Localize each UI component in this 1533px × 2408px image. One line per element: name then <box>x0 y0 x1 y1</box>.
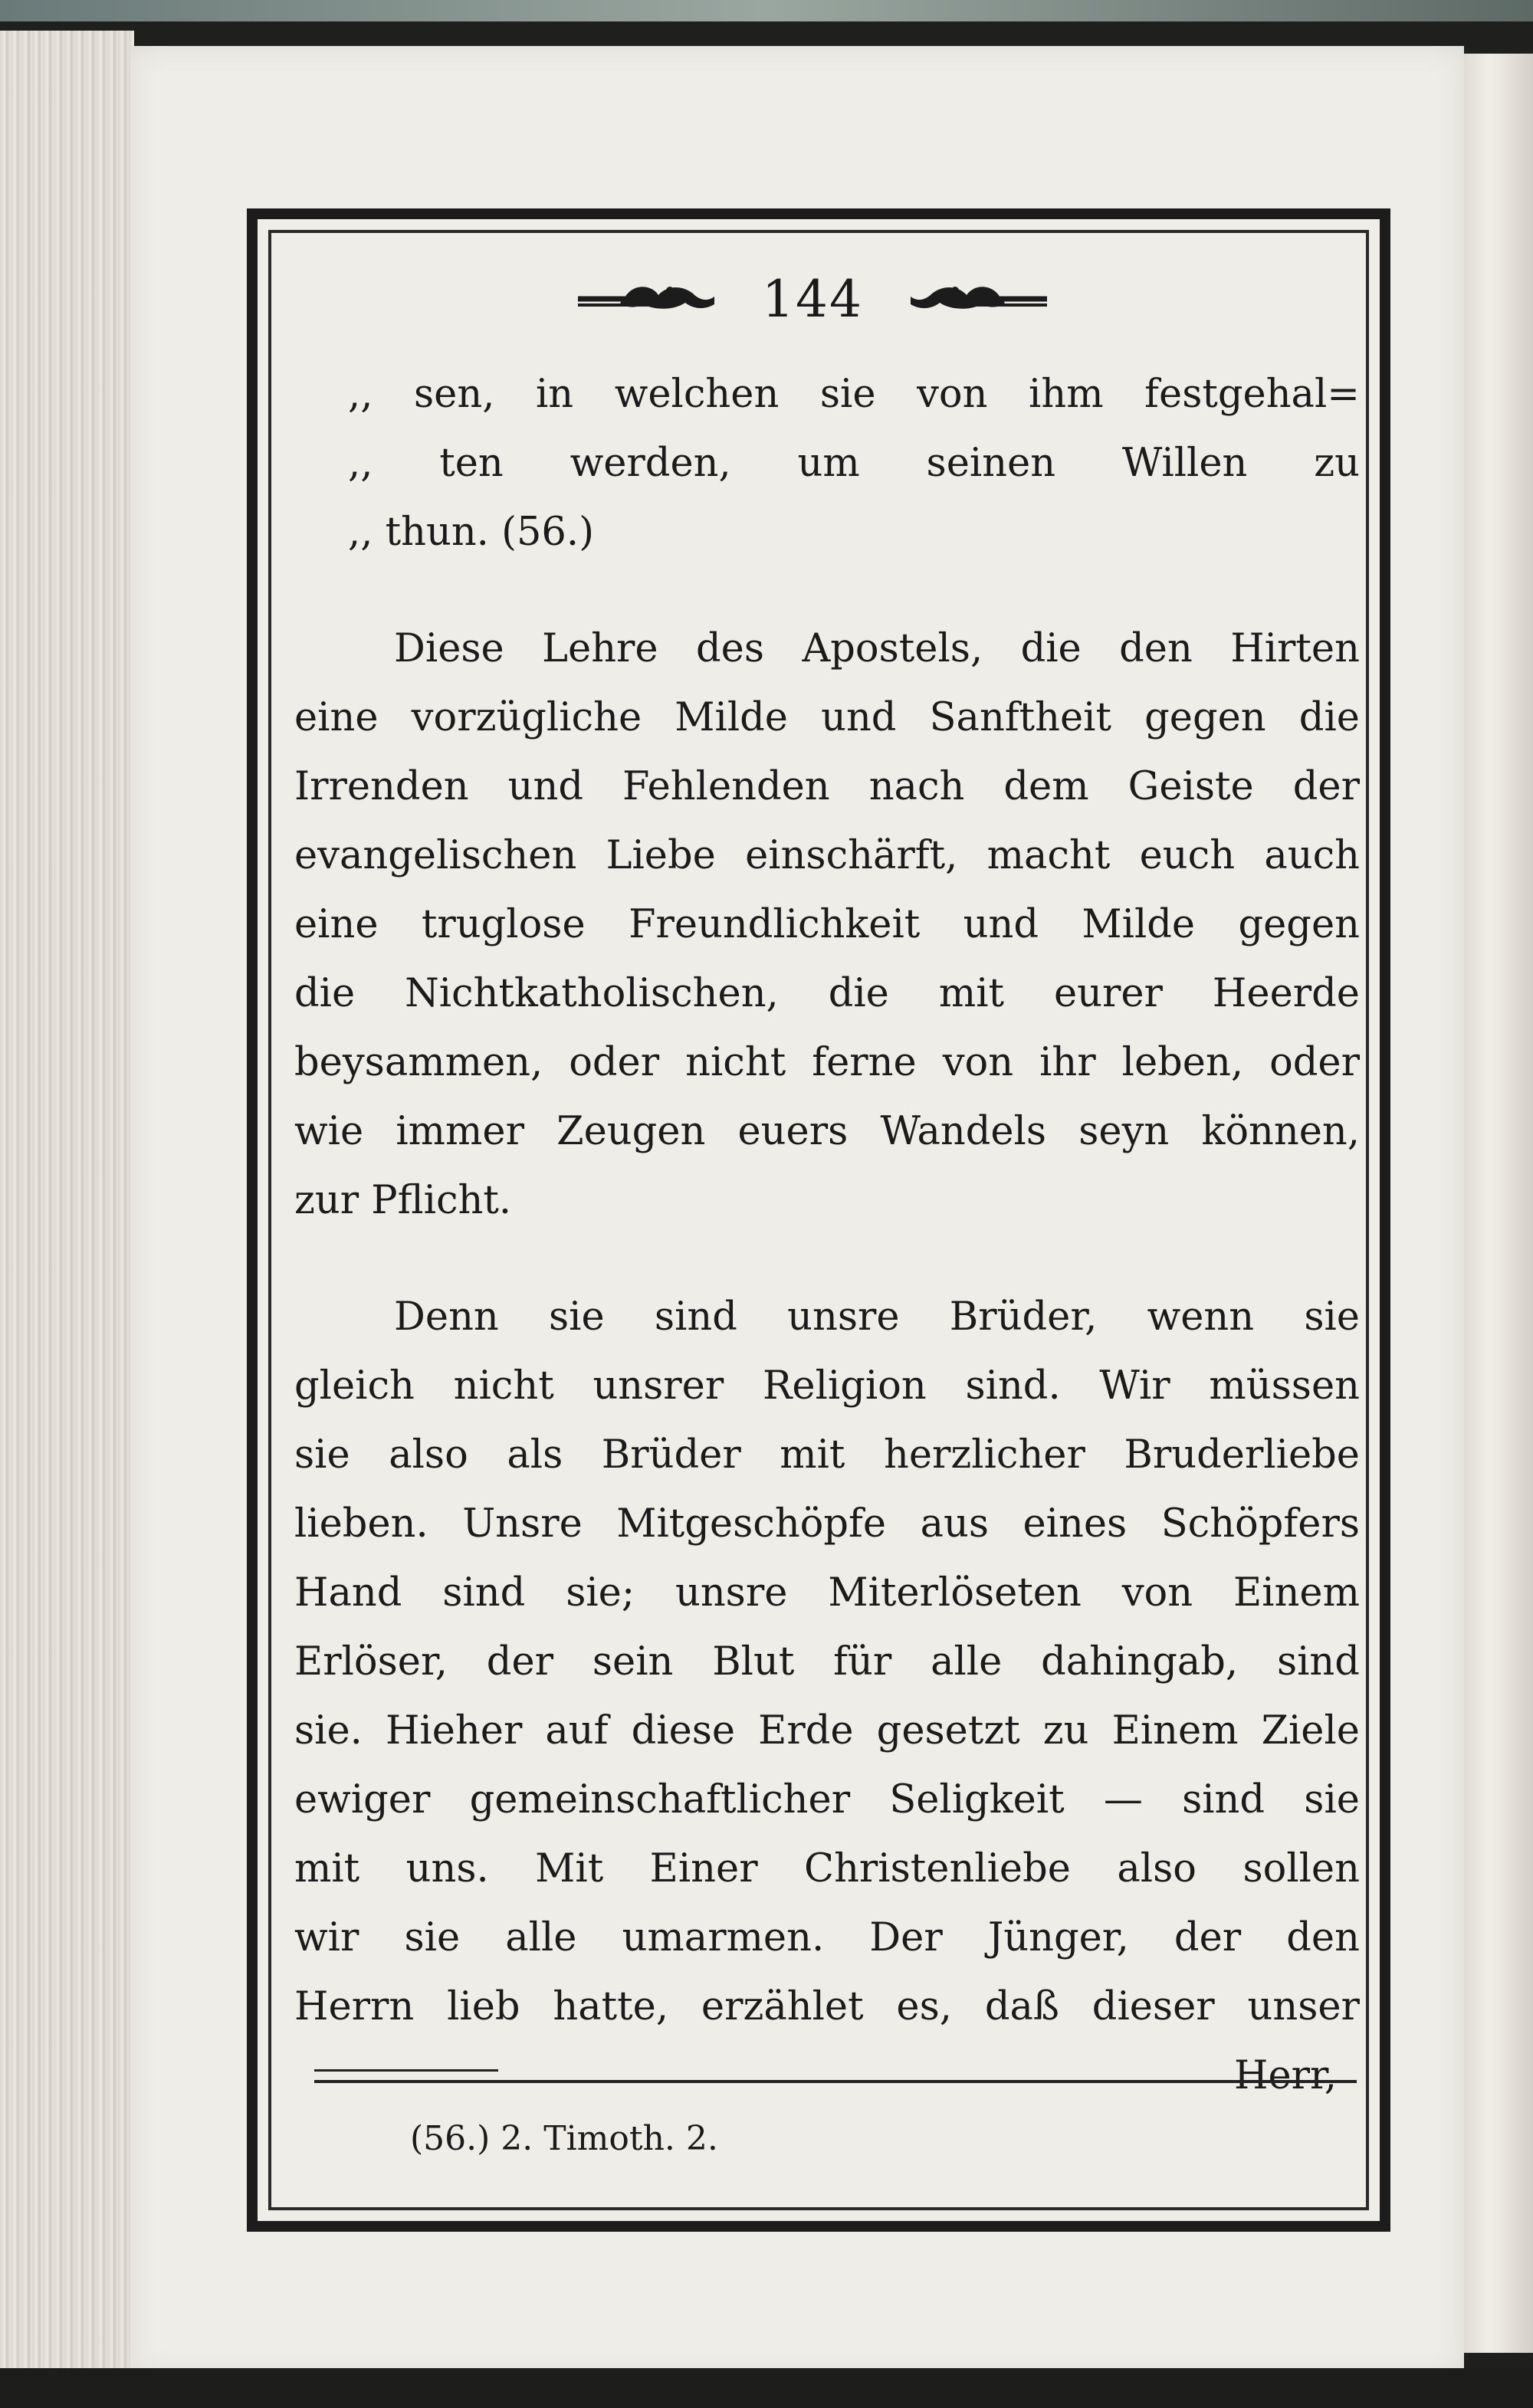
text-line <box>294 822 1360 891</box>
text-line <box>294 1283 1360 1352</box>
word: sie <box>1304 1777 1360 1822</box>
text-line <box>294 1421 1360 1490</box>
word: Irrenden <box>294 764 469 809</box>
word: seyn <box>1078 1109 1170 1154</box>
word: eines <box>1023 1501 1128 1547</box>
word: aus <box>920 1501 990 1547</box>
word: alle <box>931 1639 1003 1685</box>
word: Jünger, <box>987 1915 1129 1960</box>
word: hatte, <box>553 1984 669 2029</box>
word: der <box>1174 1915 1242 1960</box>
word: ewiger <box>294 1777 431 1822</box>
word: dahingab, <box>1041 1639 1239 1685</box>
word: uns. <box>405 1846 489 1891</box>
word: Nichtkatholischen, <box>405 971 779 1016</box>
word: können, <box>1201 1109 1360 1154</box>
text-line <box>294 1559 1360 1628</box>
word: eine <box>294 695 379 740</box>
text-line <box>294 1697 1360 1766</box>
text-line <box>294 891 1360 960</box>
page-number: 144 <box>762 269 863 329</box>
fleuron-right-icon <box>909 280 1047 318</box>
word: daß <box>984 1984 1059 2029</box>
word: alle <box>505 1915 577 1960</box>
text-line <box>294 360 1360 429</box>
book-bottom-edge <box>0 2368 1533 2408</box>
word: sie <box>404 1915 461 1960</box>
page-body-text <box>294 360 1360 2111</box>
word: Bruderliebe <box>1124 1432 1360 1478</box>
word: umarmen. <box>622 1915 825 1960</box>
word: also <box>1117 1846 1197 1891</box>
text-line <box>294 753 1360 822</box>
word: Schöpfers <box>1160 1501 1360 1547</box>
word: erzählet <box>701 1984 864 2029</box>
word: dem <box>1003 764 1089 809</box>
word: Miterlöseten <box>828 1570 1082 1616</box>
word: den <box>1119 626 1193 671</box>
word: euch <box>1139 833 1236 878</box>
text-line <box>294 1628 1360 1697</box>
text-line <box>294 429 1360 498</box>
paragraph-gap <box>294 1235 1360 1283</box>
text-line <box>294 1973 1360 2042</box>
word: zu <box>1314 441 1360 486</box>
word: sie <box>294 1432 350 1478</box>
word: Erlöser, <box>294 1639 448 1685</box>
word: herzlicher <box>883 1432 1085 1478</box>
word: Blut <box>712 1639 795 1685</box>
catchword: Herr, <box>1233 2053 1337 2098</box>
word: Einer <box>649 1846 758 1891</box>
word: unser <box>1247 1984 1360 2029</box>
word: Erde <box>758 1708 854 1754</box>
word: die <box>828 971 889 1016</box>
word: und <box>507 764 583 809</box>
word: Einem <box>1111 1708 1239 1754</box>
word: evangelischen <box>294 833 577 878</box>
word: immer <box>396 1109 524 1154</box>
word: sie. <box>294 1708 363 1754</box>
word: seinen <box>926 441 1056 486</box>
word: mit <box>294 1846 360 1891</box>
word: wie <box>294 1109 364 1154</box>
word: Zeugen <box>556 1109 706 1154</box>
word: Hieher <box>385 1708 523 1754</box>
word: sind <box>654 1294 737 1340</box>
word: von <box>1121 1570 1193 1616</box>
word: für <box>833 1639 892 1685</box>
word: Herrn <box>294 1984 415 2029</box>
word: Apostels, <box>802 626 983 671</box>
word: um <box>797 441 860 486</box>
word: Heerde <box>1212 971 1360 1016</box>
word: nach <box>868 764 965 809</box>
footnote-rule <box>314 2080 1357 2083</box>
word: gegen <box>1238 902 1360 947</box>
word: eurer <box>1053 971 1163 1016</box>
word: den <box>1286 1915 1360 1960</box>
word: Milde <box>675 695 788 740</box>
word: ,, <box>348 372 373 417</box>
word: und <box>821 695 897 740</box>
word: also <box>389 1432 468 1478</box>
word: oder <box>569 1040 660 1085</box>
word: festgehal= <box>1144 372 1360 417</box>
word: Hirten <box>1230 626 1360 671</box>
text-line: zur Pflicht. <box>294 1178 512 1223</box>
word: sind <box>1182 1777 1265 1822</box>
word: Hand <box>294 1570 402 1616</box>
word: Einem <box>1233 1570 1360 1616</box>
text-line <box>294 1097 1360 1166</box>
word: zu <box>1042 1708 1089 1754</box>
word: vorzügliche <box>411 695 642 740</box>
word: Brüder, <box>949 1294 1098 1340</box>
text-line <box>294 684 1360 753</box>
word: leben, <box>1121 1040 1244 1085</box>
word: sein <box>592 1639 674 1685</box>
word: nicht <box>685 1040 786 1085</box>
word: des <box>696 626 765 671</box>
word: unsre <box>675 1570 788 1616</box>
word: sie <box>1304 1294 1360 1340</box>
word: ihm <box>1029 372 1104 417</box>
text-line <box>294 1490 1360 1559</box>
word: unsre <box>787 1294 900 1340</box>
word: der <box>1292 764 1360 809</box>
word: auf <box>545 1708 609 1754</box>
text-line <box>294 1028 1360 1097</box>
text-line <box>294 960 1360 1028</box>
word: mit <box>780 1432 845 1478</box>
word: sind <box>1276 1639 1360 1685</box>
page-stack-left <box>0 31 134 2368</box>
book-cover-edge <box>0 0 1533 21</box>
word: sie <box>549 1294 605 1340</box>
word: wenn <box>1147 1294 1255 1340</box>
word: sie; <box>566 1570 635 1616</box>
paragraph-gap <box>294 567 1360 615</box>
word: mit <box>938 971 1004 1016</box>
fleuron-left-icon <box>578 280 716 318</box>
word: in <box>535 372 574 417</box>
word: ,, <box>348 441 373 486</box>
word: Religion <box>763 1363 927 1409</box>
word: lieb <box>447 1984 520 2029</box>
word: es, <box>896 1984 952 2029</box>
word: oder <box>1269 1040 1360 1085</box>
word: und <box>963 902 1039 947</box>
word: Liebe <box>606 833 716 878</box>
word: die <box>1298 695 1360 740</box>
page-header <box>560 264 1065 333</box>
word: gegen <box>1144 695 1266 740</box>
word: sind. <box>965 1363 1061 1409</box>
word: — <box>1103 1777 1143 1822</box>
word: sollen <box>1242 1846 1360 1891</box>
word: Denn <box>394 1294 499 1340</box>
word: werden, <box>570 441 731 486</box>
word: die <box>1020 626 1082 671</box>
word: die <box>294 971 356 1016</box>
word: gleich <box>294 1363 415 1409</box>
word: Ziele <box>1261 1708 1360 1754</box>
word: gemeinschaftlicher <box>469 1777 851 1822</box>
text-line: ,, thun. (56.) <box>348 510 594 555</box>
word: wir <box>294 1915 359 1960</box>
word: Diese <box>394 626 504 671</box>
text-line <box>294 1835 1360 1904</box>
word: Der <box>869 1915 943 1960</box>
word: Wandels <box>880 1109 1047 1154</box>
word: eine <box>294 902 379 947</box>
word: Christenliebe <box>804 1846 1071 1891</box>
word: Mitgeschöpfe <box>616 1501 887 1547</box>
word: lieben. <box>294 1501 428 1547</box>
word: beysammen, <box>294 1040 543 1085</box>
word: sind <box>442 1570 526 1616</box>
text-line <box>294 1766 1360 1835</box>
word: Lehre <box>542 626 658 671</box>
word: Unsre <box>462 1501 583 1547</box>
word: gesetzt <box>876 1708 1020 1754</box>
word: welchen <box>614 372 780 417</box>
word: Seligkeit <box>889 1777 1065 1822</box>
word: Geiste <box>1128 764 1254 809</box>
word: ihr <box>1039 1040 1096 1085</box>
word: Fehlenden <box>622 764 830 809</box>
word: der <box>486 1639 554 1685</box>
word: einschärft, <box>745 833 958 878</box>
word: unsrer <box>593 1363 724 1409</box>
word: auch <box>1264 833 1360 878</box>
footnote: (56.) 2. Timoth. 2. <box>410 2119 718 2158</box>
word: Wir <box>1099 1363 1170 1409</box>
word: nicht <box>453 1363 554 1409</box>
word: truglose <box>421 902 586 947</box>
word: diese <box>631 1708 736 1754</box>
word: sen, <box>414 372 495 417</box>
word: von <box>917 372 988 417</box>
text-line <box>294 1352 1360 1421</box>
word: Sanftheit <box>929 695 1111 740</box>
page-stack-right <box>1460 54 1533 2353</box>
word: Milde <box>1082 902 1196 947</box>
word: Brüder <box>601 1432 741 1478</box>
word: als <box>507 1432 563 1478</box>
text-line <box>294 615 1360 684</box>
word: Mit <box>535 1846 604 1891</box>
word: von <box>942 1040 1014 1085</box>
word: Willen <box>1121 441 1248 486</box>
word: müssen <box>1209 1363 1360 1409</box>
word: euers <box>737 1109 849 1154</box>
word: ferne <box>812 1040 917 1085</box>
word: sie <box>819 372 876 417</box>
word: dieser <box>1091 1984 1215 2029</box>
text-line <box>294 1904 1360 1973</box>
word: macht <box>986 833 1111 878</box>
footnote-rule-short <box>314 2069 498 2072</box>
word: Freundlichkeit <box>629 902 921 947</box>
word: ten <box>439 441 504 486</box>
